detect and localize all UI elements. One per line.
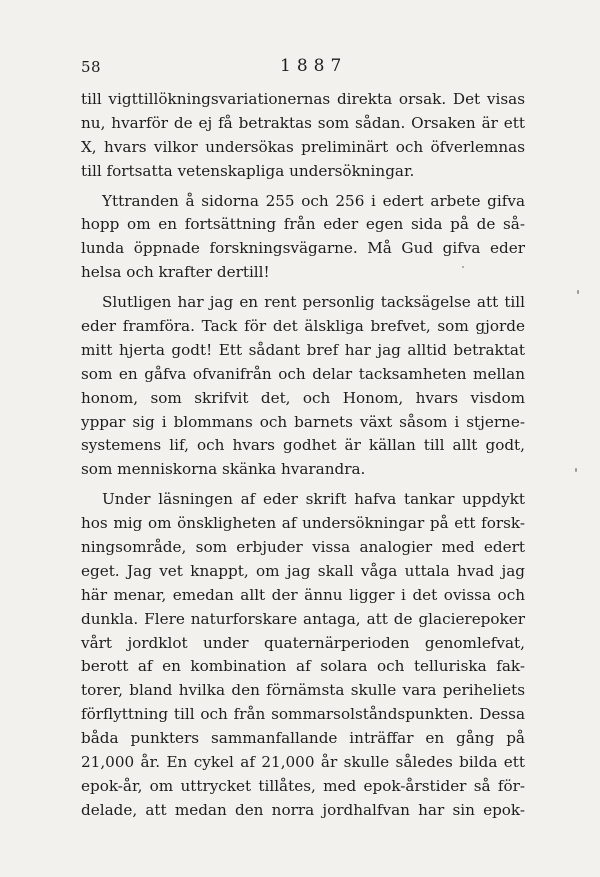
- text-line: eget. Jag vet knappt, om jag skall våga uttala hvad jag: [81, 561, 525, 580]
- text-line: delade, att medan den norra jordhalfvan har sin epok-: [81, 800, 525, 819]
- paper-speck: [577, 290, 579, 294]
- text-line: lunda öppnade forskningsvägarne. Må Gud gifva eder: [81, 239, 525, 258]
- text-line: honom, som skrifvit det, och Honom, hvars visdom: [81, 388, 525, 407]
- paper-speck: [575, 468, 577, 472]
- text-line: ningsområde, som erbjuder vissa analogier med edert: [81, 538, 525, 557]
- text-line: helsa och krafter dertill!: [81, 263, 270, 282]
- text-line: Yttranden å sidorna 255 och 256 i edert arbete gifva: [102, 191, 525, 210]
- body-text: [81, 88, 525, 823]
- text-line: hos mig om önskligheten af undersökningar på ett forsk-: [81, 514, 525, 533]
- paragraph: [81, 190, 525, 286]
- text-line: dunkla. Flere naturforskare antaga, att de glacierepoker: [81, 609, 525, 628]
- text-line: till fortsatta vetenskapliga undersökningar.: [81, 161, 415, 180]
- paragraph: [81, 488, 525, 822]
- paragraph: [81, 88, 525, 184]
- text-line: torer, bland hvilka den förnämsta skulle vara periheliets: [81, 681, 525, 700]
- text-line: eder framföra. Tack för det älskliga brefvet, som gjorde: [81, 317, 525, 336]
- text-line: vårt jordklot under quaternärperioden genomlefvat,: [81, 633, 525, 652]
- text-line: båda punkters sammanfallande inträffar en gång på: [81, 729, 525, 748]
- text-line: 21,000 år. En cykel af 21,000 år skulle således bilda ett: [81, 753, 525, 772]
- text-line: Under läsningen af eder skrift hafva tankar uppdykt: [102, 490, 525, 509]
- text-line: yppar sig i blommans och barnets växt såsom i stjerne-: [81, 412, 525, 431]
- text-line: epok-år, om uttrycket tillåtes, med epok-årstider så för-: [81, 776, 525, 795]
- text-line: hopp om en fortsättning från eder egen sida på de så-: [81, 215, 525, 234]
- text-line: som menniskorna skänka hvarandra.: [81, 460, 366, 479]
- text-line: förflyttning till och från sommarsolståndspunkten. Dessa: [81, 705, 525, 724]
- text-line: berott af en kombination af solara och telluriska fak-: [81, 657, 525, 676]
- text-line: som en gåfva ofvanifrån och delar tacksamheten mellan: [81, 364, 525, 383]
- text-line: till vigttillökningsvariationernas direkta orsak. Det visas: [81, 90, 525, 108]
- text-line: här menar, emedan allt der ännu ligger i det ovissa och: [81, 585, 525, 604]
- paragraph: [81, 291, 525, 482]
- text-line: mitt hjerta godt! Ett sådant bref har jag alltid betraktat: [81, 340, 525, 359]
- text-line: systemens lif, och hvars godhet är källan till allt godt,: [81, 436, 525, 455]
- page-number: 58: [81, 58, 102, 76]
- paper-speck: [462, 266, 464, 268]
- text-line: Slutligen har jag en rent personlig tacksägelse att till: [102, 293, 525, 312]
- text-line: X, hvars vilkor undersökas preliminärt och öfverlemnas: [81, 137, 525, 156]
- text-line: nu, hvarför de ej få betraktas som sådan. Orsaken är ett: [81, 113, 525, 132]
- running-head-year: 1887: [280, 56, 348, 76]
- page-header: [81, 58, 531, 82]
